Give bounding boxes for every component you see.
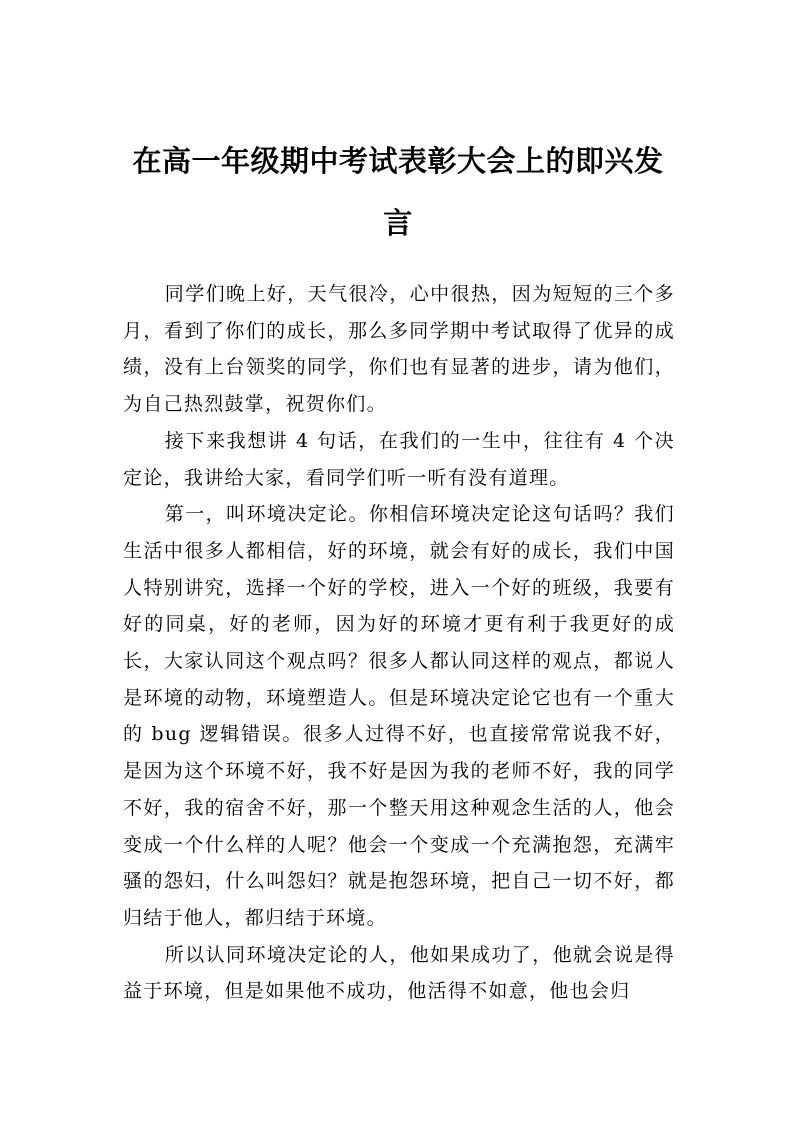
paragraph-environment: 第一，叫环境决定论。你相信环境决定论这句话吗？我们生活中很多人都相信，好的环境，就会有好的成长，我们中国人特别讲究，选择一个好的学校，进入一个好的班级，我要有好的同桌，好的老师，因为好的环境才更有利于我更好的成长，大家认同这个观点吗？很多人都认同这样的观点，都说人是环境的动物，环境塑造人。但是环境决定论它也有一个重大的 bug 逻辑错误。很多人过得不好，也直接常常说我不好，是因为这个环境不好，我不好是因为我的老师不好，我的同学不好，我的宿舍不好，那一个整天用这种观念生活的人，他会变成一个什么样的人呢？他会一个变成一个充满抱怨，充满牢骚的怨妇，什么叫怨妇？就是抱怨环境，把自己一切不好，都归结于他人，都归结于环境。 <box>123 503 675 929</box>
paragraph-greeting: 同学们晚上好，天气很冷，心中很热，因为短短的三个多月，看到了你们的成长，那么多同学期中考试取得了优异的成绩，没有上台领奖的同学，你们也有显著的进步，请为他们，为自己热烈鼓掌，祝贺你们。 <box>123 283 675 416</box>
paragraph-conclusion: 所以认同环境决定论的人，他如果成功了，他就会说是得益于环境，但是如果他不成功，他活得不如意，他也会归 <box>123 943 675 1003</box>
document-title: 在高一年级期中考试表彰大会上的即兴发言 <box>132 144 664 240</box>
paragraph-intro: 接下来我想讲 4 句话，在我们的一生中，往往有 4 个决定论，我讲给大家，看同学们听一听有没有道理。 <box>123 429 675 489</box>
document-body <box>123 276 675 1010</box>
